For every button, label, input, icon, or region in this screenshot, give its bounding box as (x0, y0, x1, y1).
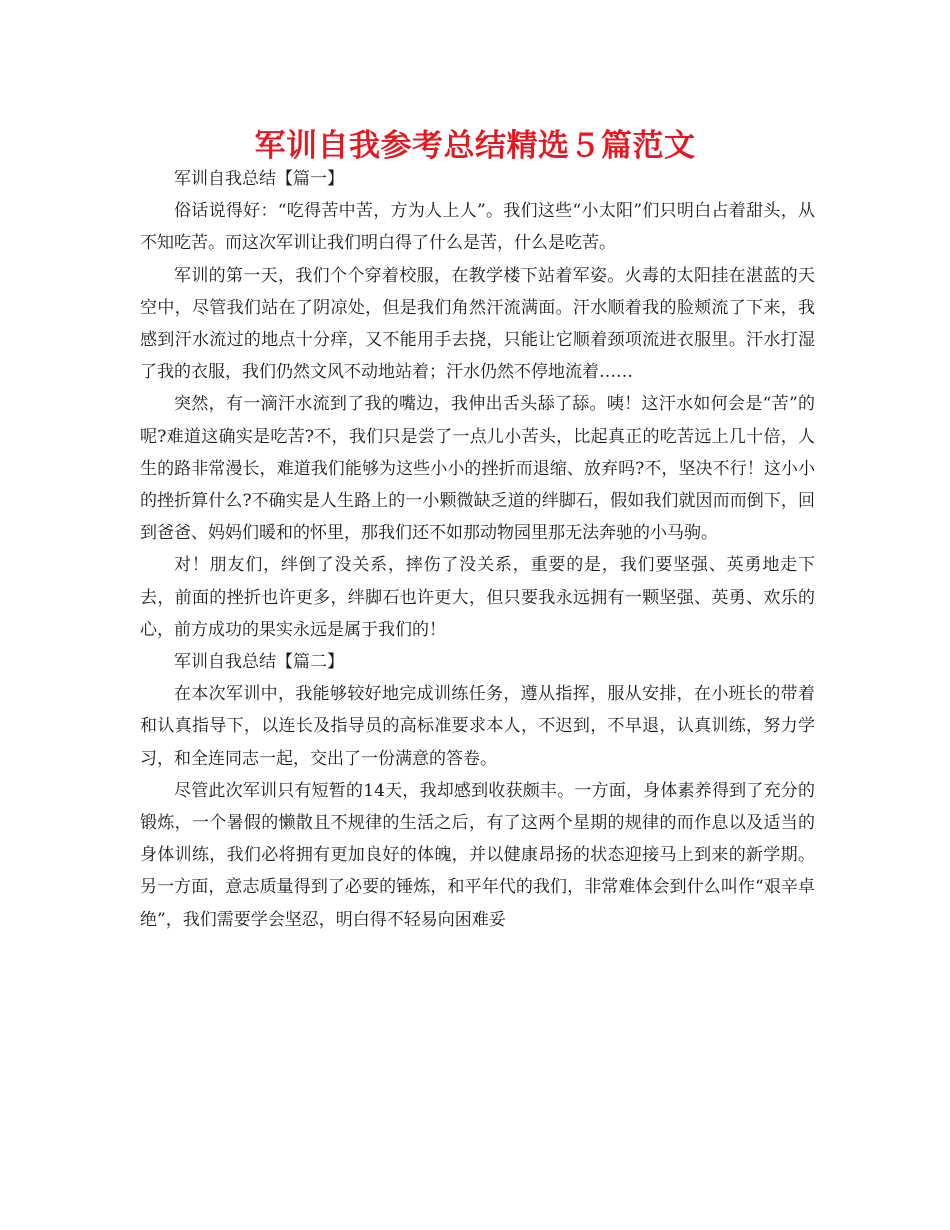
paragraph: 俗话说得好：“吃得苦中苦，方为人上人”。我们这些“小太阳”们只明白占着甜头，从不知吃苦。而这次军训让我们明白得了什么是苦，什么是吃苦。 (140, 201, 815, 254)
paragraph: 突然，有一滴汗水流到了我的嘴边，我伸出舌头舔了舔。咦！这汗水如何会是“苦”的呢?难道这确实是吃苦?不，我们只是尝了一点儿小苦头，比起真正的吃苦远上几十倍，人生的路非常漫长，难道我们能够为这些小小的挫折而退缩、放弃吗?不，坚决不行！这小小的挫折算什么?不确实是人生路上的一小颗微缺乏道的绊脚石，假如我们就因而而倒下，回到爸爸、妈妈们暖和的怀里，那我们还不如那动物园里那无法奔驰的小马驹。 (140, 394, 815, 544)
document-title: 军训自我参考总结精选５篇范文 (254, 128, 696, 164)
document-body (140, 163, 815, 936)
paragraph: 尽管此次军训只有短暂的14天，我却感到收获颇丰。一方面，身体素养得到了充分的锻炼，一个暑假的懒散且不规律的生活之后，有了这两个星期的规律的而作息以及适当的身体训练，我们必将拥有更加良好的体魄，并以健康昂扬的状态迎接马上到来的新学期。另一方面，意志质量得到了必要的锤炼，和平年代的我们，非常难体会到什么叫作“艰辛卓绝”，我们需要学会坚忍，明白得不轻易向困难妥 (140, 780, 815, 930)
paragraph: 在本次军训中，我能够较好地完成训练任务，遵从指挥，服从安排，在小班长的带着和认真指导下，以连长及指导员的高标准要求本人，不迟到，不早退，认真训练，努力学习，和全连同志一起，交出了一份满意的答卷。 (140, 684, 815, 769)
section-heading-2: 军训自我总结【篇二】 (174, 652, 344, 673)
paragraph: 军训的第一天，我们个个穿着校服，在教学楼下站着军姿。火毒的太阳挂在湛蓝的天空中，尽管我们站在了阴凉处，但是我们角然汗流满面。汗水顺着我的脸颊流了下来，我感到汗水流过的地点十分痒，又不能用手去挠，只能让它顺着颈项流进衣服里。汗水打湿了我的衣服，我们仍然文风不动地站着；汗水仍然不停地流着…… (140, 265, 815, 383)
paragraph: 对！朋友们，绊倒了没关系，摔伤了没关系，重要的是，我们要坚强、英勇地走下去，前面的挫折也许更多，绊脚石也许更大，但只要我永远拥有一颗坚强、英勇、欢乐的心，前方成功的果实永远是属于我们的！ (140, 555, 815, 640)
section-heading-1: 军训自我总结【篇一】 (174, 169, 344, 189)
